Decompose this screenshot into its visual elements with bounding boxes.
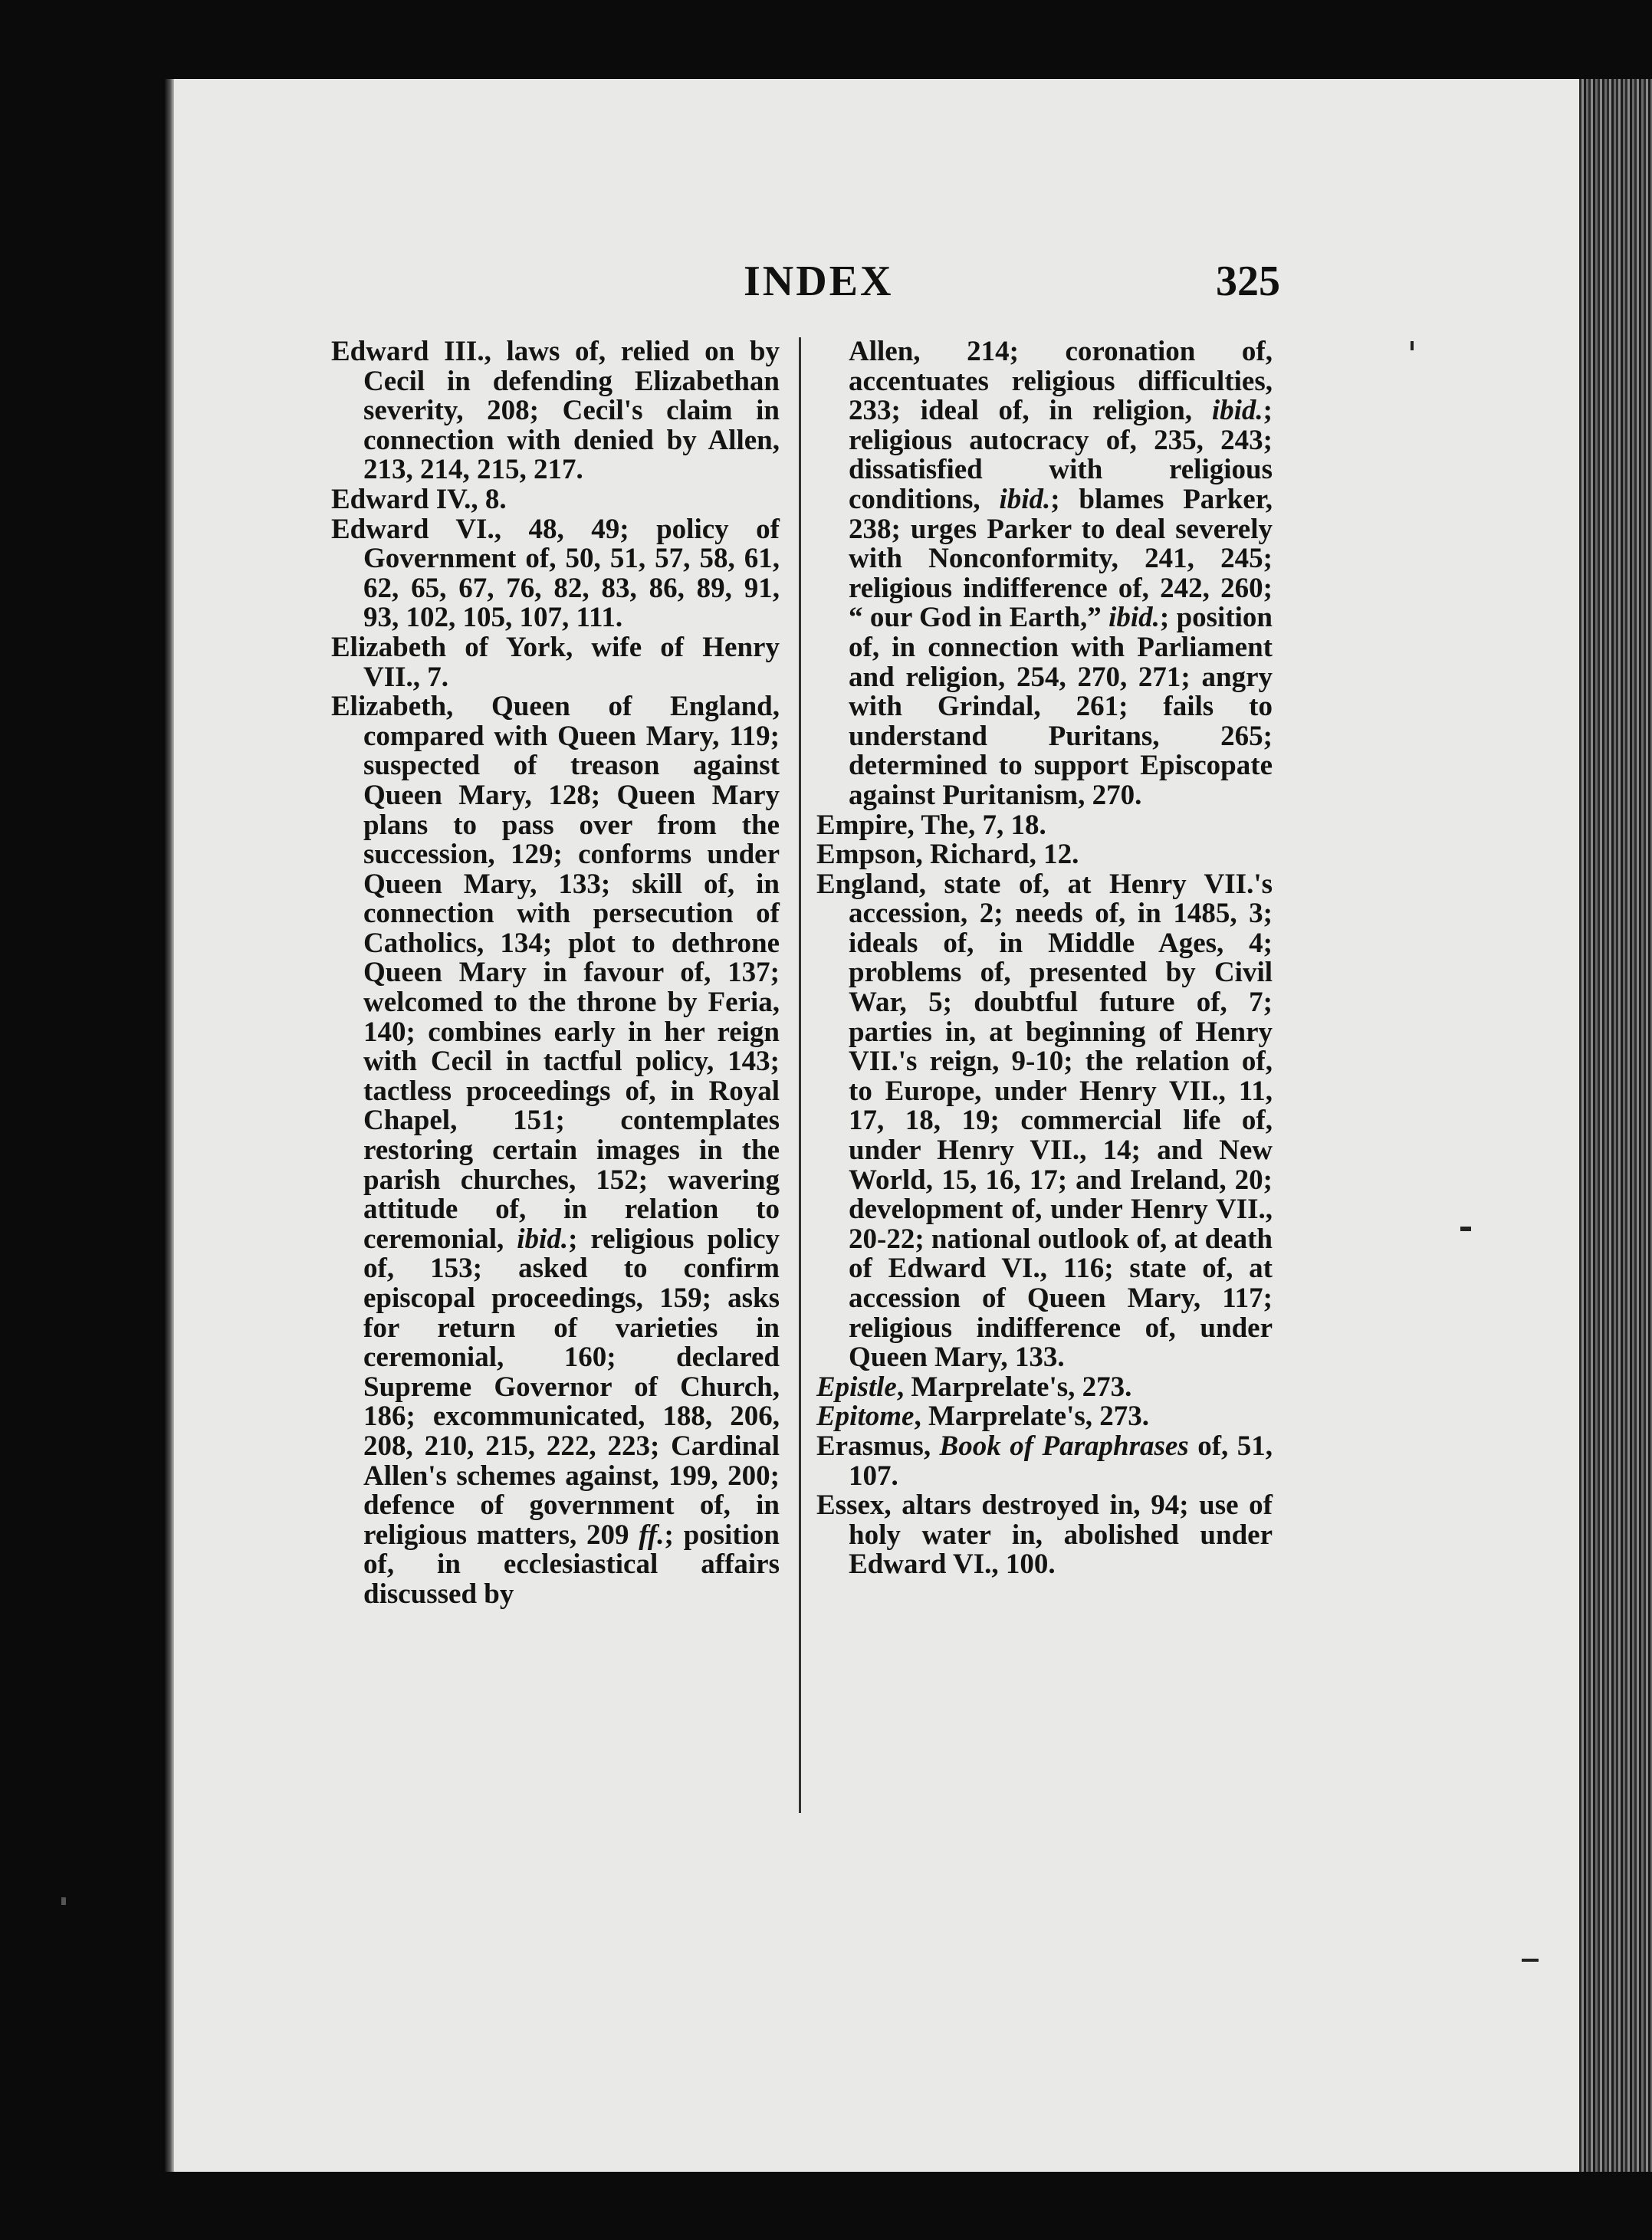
entry-text: , altars destroyed in, 94; use of holy water in, abolished under Edward VI., 100. xyxy=(849,1490,1273,1581)
entry-text: , 12. xyxy=(1029,839,1079,871)
entry-ibid: ibid. xyxy=(1211,395,1263,427)
entry-head: Edward VI. xyxy=(331,513,494,545)
index-entry-erasmus xyxy=(816,1432,1273,1491)
entry-ibid: ibid. xyxy=(517,1223,569,1255)
index-entry-elizabeth-continued xyxy=(816,337,1273,811)
entry-book-title: Book of Paraphrases xyxy=(939,1430,1189,1462)
entry-ibid: ibid. xyxy=(1108,602,1160,634)
entry-head: Erasmus xyxy=(816,1430,924,1462)
index-entry-edward-vi xyxy=(331,515,780,633)
entry-text: ; religious autocracy of, 235, 243; dissatisfied with religious conditions, xyxy=(849,395,1273,515)
header-title: INDEX xyxy=(744,258,894,305)
entry-ff: ff. xyxy=(639,1519,665,1551)
index-entry-epistle xyxy=(816,1373,1273,1403)
entry-head: Empson, Richard xyxy=(816,839,1030,871)
entry-text: , 7, 18. xyxy=(968,809,1046,841)
entry-head: Epitome xyxy=(816,1401,915,1433)
entry-head: Edward IV. xyxy=(331,483,471,515)
scan-speck xyxy=(1522,1959,1539,1962)
entry-text: , laws of, relied on by Cecil in defending Elizabethan severity, 208; Cecil's claim in connection with denied by Allen, 213, 214, 215, 217. xyxy=(363,336,780,486)
entry-text: , compared with Queen Mary, 119; suspected of treason against Queen Mary, 128; Queen Mary plans to pass over from the succession, 129; conforms under Queen Mary, 133; skill of, in connection with persecution of Catholics, 134; plot to dethrone Queen Mary in favour of, 137; welcomed to the throne by Feria, 140; combines early in her reign with Cecil in tactful policy, 143; tactless proceedings of, in Royal Chapel, 151; contemplates restoring certain images in the parish churches, 152; wavering attitude of, in relation to ceremonial, xyxy=(363,691,780,1255)
page-gutter-shadow xyxy=(165,79,174,2172)
page-number: 325 xyxy=(1216,258,1280,305)
entry-text: ; position of, in ecclesiastical affairs discussed by xyxy=(363,1519,780,1610)
entry-head: Empire, The xyxy=(816,809,969,841)
entry-ibid: ibid. xyxy=(999,483,1051,515)
entry-text: , 48, 49; policy of Government of, 50, 51, 57, 58, 61, 62, 65, 67, 76, 82, 83, 86, 89, 91, 93, 102, 105, 107, 111. xyxy=(363,513,780,634)
index-entry-epitome xyxy=(816,1402,1273,1432)
entry-text: , Marprelate's, 273. xyxy=(896,1371,1132,1403)
scan-speck xyxy=(61,1897,66,1905)
entry-head: Elizabeth, Queen of England xyxy=(331,691,773,723)
entry-text: , 8. xyxy=(471,483,507,515)
index-column-right xyxy=(816,337,1273,1580)
entry-head: Essex xyxy=(816,1490,885,1522)
index-entry-empire xyxy=(816,811,1273,841)
page-edge-stack xyxy=(1579,79,1652,2172)
index-entry-edward-iv xyxy=(331,485,780,515)
entry-text: , wife of Henry VII., 7. xyxy=(363,631,780,693)
entry-head: Edward III. xyxy=(331,336,484,367)
index-entry-elizabeth-queen xyxy=(331,692,780,1609)
entry-text: , Marprelate's, 273. xyxy=(914,1401,1150,1433)
column-divider xyxy=(799,337,801,1813)
entry-text: , state of, at Henry VII.'s accession, 2; needs of, in 1485, 3; ideals of, in Middle Ages, 4; problems of, presented by Civil War, 5; doubtful future of, 7; parties in, at beginning of Henry VII.'s reign, 9-10; the relation of, to Europe, under Henry VII., 11, 17, 18, 19; commercial life of, under Henry VII., 14; and New World, 15, 16, 17; and Ireland, 20; development of, under Henry VII., 20-22; national outlook of, at death of Edward VI., 116; state of, at accession of Queen Mary, 117; religious indifference of, under Queen Mary, 133. xyxy=(849,868,1273,1374)
entry-head: Epistle xyxy=(816,1371,897,1403)
entry-head: Elizabeth of York xyxy=(331,631,566,663)
entry-text: ; blames Parker, 238; urges Parker to deal severely with Nonconformity, 241, 245; religious indifference of, 242, 260; “ our God in Earth,” xyxy=(849,483,1273,634)
index-entry-essex xyxy=(816,1491,1273,1580)
entry-text: Allen, 214; coronation of, accentuates religious difficulties, 233; ideal of, in religion, xyxy=(849,336,1273,427)
running-header xyxy=(337,257,1280,310)
index-entry-empson xyxy=(816,840,1273,870)
index-entry-england xyxy=(816,870,1273,1373)
index-entry-elizabeth-york xyxy=(331,633,780,692)
scan-speck xyxy=(1460,1227,1471,1231)
entry-text: , xyxy=(923,1430,940,1462)
entry-head: England xyxy=(816,868,919,900)
entry-text: ; position of, in connection with Parliament and religion, 254, 270, 271; angry with Grindal, 261; fails to understand Puritans, 265; determined to support Episcopate against Puritanism, 270. xyxy=(849,602,1273,811)
scan-speck xyxy=(1411,341,1414,350)
entry-text: of, 51, 107. xyxy=(849,1430,1273,1492)
index-column-left xyxy=(331,337,780,1610)
index-entry-edward-iii xyxy=(331,337,780,485)
entry-text: ; religious policy of, 153; asked to confirm episcopal proceedings, 159; asks for return of varieties in ceremonial, 160; declared Supreme Governor of Church, 186; excommunicated, 188, 206, 208, 210, 215, 222, 223; Cardinal Allen's schemes against, 199, 200; defence of government of, in religious matters, 209 xyxy=(363,1223,780,1551)
